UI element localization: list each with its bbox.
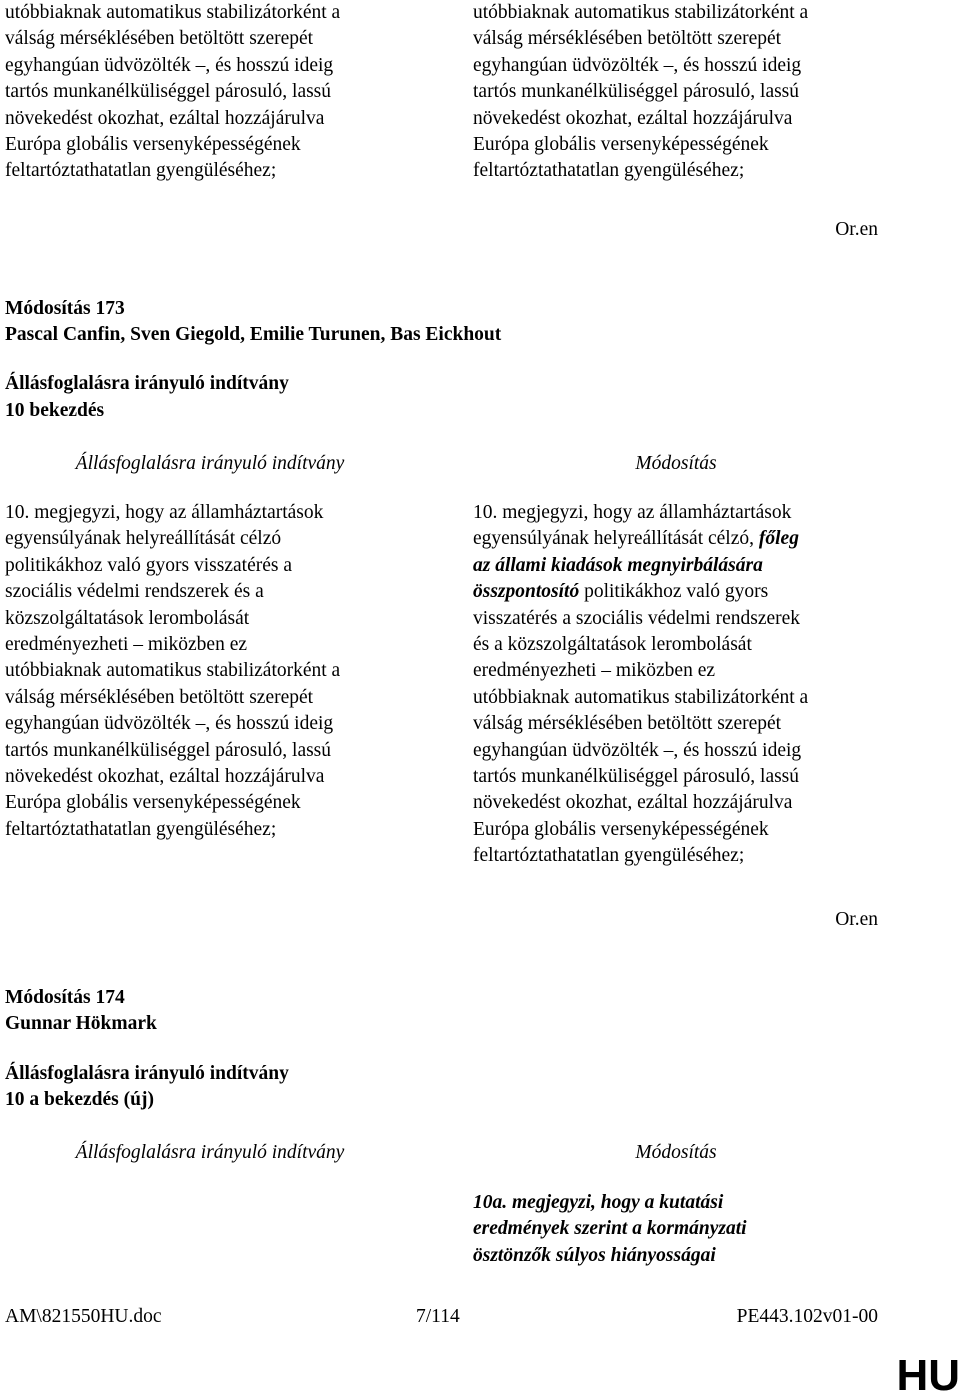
original-language-marker: Or.en xyxy=(835,219,878,240)
amendment-173-right-column-header: Módosítás xyxy=(635,453,717,474)
amendment-174-right-column-header: Módosítás xyxy=(635,1142,717,1163)
amended-text-part1: 10. megjegyzi, hogy az államháztartások egyensúlyának helyreállítását célzó, xyxy=(473,502,792,550)
footer-pe-ref: PE443.102v01-00 xyxy=(736,1306,878,1327)
amendment-174-left-column-header: Állásfoglalásra irányuló indítvány xyxy=(75,1142,345,1163)
amendment-174-paragraph: 10 a bekezdés (új) xyxy=(5,1089,154,1110)
language-code: HU xyxy=(896,1351,960,1400)
amendment-173-authors: Pascal Canfin, Sven Giegold, Emilie Turunen, Bas Eickhout xyxy=(5,324,502,345)
top-left-text: utóbbiaknak automatikus stabilizátorként a válság mérséklésében betöltött szerepét egyhangúan üdvözölték –, és hosszú ideig tartós munkanélküliséggel párosuló, lassú növekedést okozhat, ezáltal hozzájárulva Európa globális versenyképességének feltartóztathatatlan gyengüléséhez; xyxy=(5,2,341,182)
amendment-173-paragraph: 10 bekezdés xyxy=(5,400,105,421)
amendment-174-authors: Gunnar Hökmark xyxy=(5,1013,157,1034)
footer-doc-ref: AM\821550HU.doc xyxy=(5,1306,162,1327)
amended-text-emphasis: főleg az állami kiadások megnyirbálására összpontosító xyxy=(473,528,799,603)
amendment-174-amended-text: 10a. megjegyzi, hogy a kutatási eredmények szerint a kormányzati ösztönzők súlyos hiányosságai xyxy=(473,1192,747,1266)
footer-page-number: 7/114 xyxy=(416,1306,460,1327)
amendment-173-subject: Állásfoglalásra irányuló indítvány xyxy=(5,373,289,394)
amendment-173-original-text: 10. megjegyzi, hogy az államháztartások egyensúlyának helyreállítását célzó politikákhoz való gyors visszatérés a szociális védelmi rendszerek és a közszolgáltatások lerombolását eredményezheti – miközben ez utóbbiaknak automatikus stabilizátorként a válság mérséklésében betöltött szerepét egyhangúan üdvözölték –, és hosszú ideig tartós munkanélküliséggel párosuló, lassú növekedést okozhat, ezáltal hozzájárulva Európa globális versenyképességének feltartóztathatatlan gyengüléséhez; xyxy=(5,502,341,840)
amendment-173-left-column-header: Állásfoglalásra irányuló indítvány xyxy=(75,453,345,474)
amendment-174-number: Módosítás 174 xyxy=(5,987,125,1008)
amendment-173-amended-text xyxy=(473,500,933,870)
amendment-173-original-language: Or.en xyxy=(835,909,878,930)
amendment-173-number: Módosítás 173 xyxy=(5,298,125,319)
amendment-174-subject: Állásfoglalásra irányuló indítvány xyxy=(5,1063,289,1084)
amended-text-part2: politikákhoz való gyors visszatérés a szociális védelmi rendszerek és a közszolgáltatások lerombolását eredményezheti – miközben ez utóbbiaknak automatikus stabilizátorként a válság mérséklésében betöltött szerepét egyhangúan üdvözölték –, és hosszú ideig tartós munkanélküliséggel párosuló, lassú növekedést okozhat, ezáltal hozzájárulva Európa globális versenyképességének feltartóztathatatlan gyengüléséhez; xyxy=(473,581,809,867)
top-right-text: utóbbiaknak automatikus stabilizátorként a válság mérséklésében betöltött szerepét egyhangúan üdvözölték –, és hosszú ideig tartós munkanélküliséggel párosuló, lassú növekedést okozhat, ezáltal hozzájárulva Európa globális versenyképességének feltartóztathatatlan gyengüléséhez; xyxy=(473,2,809,182)
